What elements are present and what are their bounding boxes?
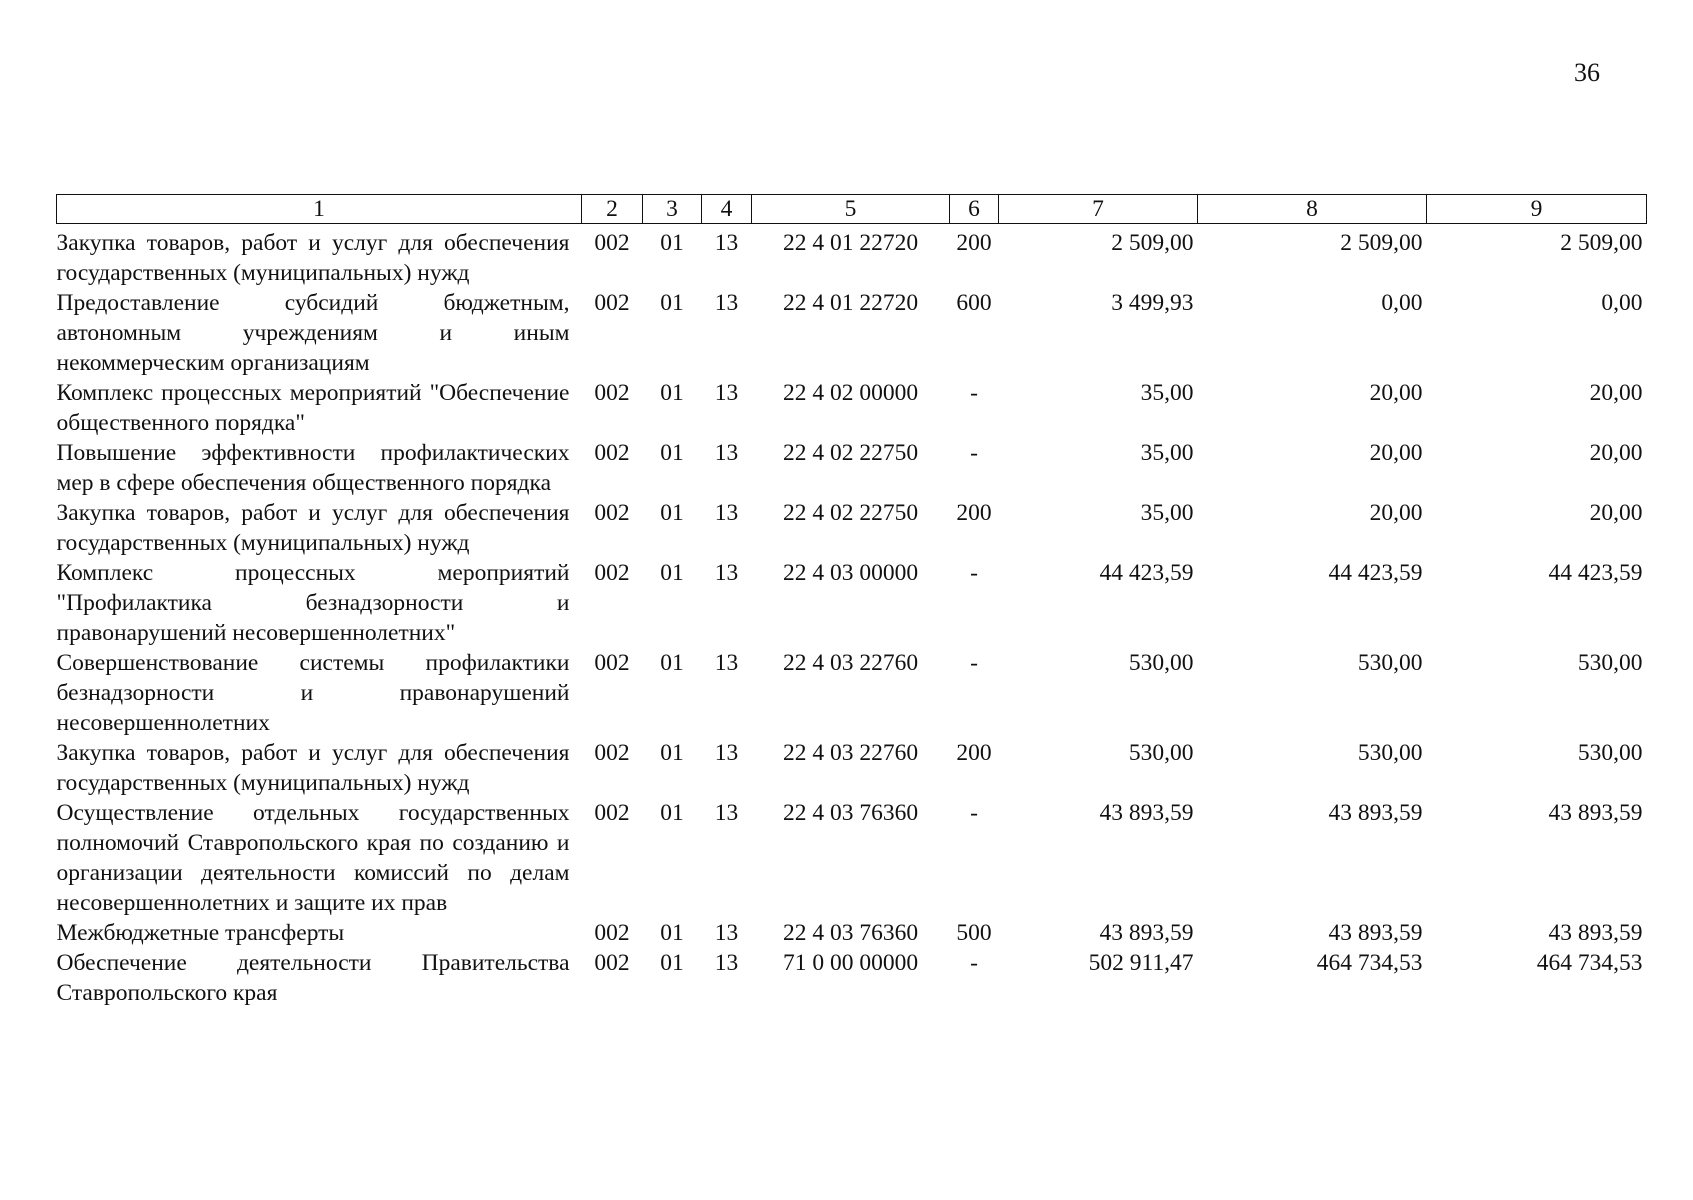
row-col-8: 464 734,53 [1316, 950, 1423, 976]
page-number: 36 [1574, 58, 1600, 87]
row-col-2: 002 [594, 230, 630, 256]
row-col-6: 500 [956, 920, 992, 946]
row-col-7: 35,00 [1140, 380, 1194, 406]
row-col-3: 01 [660, 440, 684, 466]
row-col-8: 530,00 [1357, 740, 1423, 766]
row-col-8: 20,00 [1369, 380, 1423, 406]
table-row [57, 798, 1647, 918]
row-col-3: 01 [660, 290, 684, 316]
row-col-4: 13 [714, 950, 739, 976]
row-name: Комплекс процессных мероприятий "Профилактика безнадзорности и правонарушений несовершеннолетних" [56, 560, 570, 646]
row-col-8: 20,00 [1369, 500, 1423, 526]
row-col-9: 530,00 [1577, 740, 1643, 766]
row-col-7: 35,00 [1140, 440, 1194, 466]
header-cell-7: 7 [999, 195, 1198, 224]
header-cell-4: 4 [702, 195, 752, 224]
row-col-2: 002 [594, 380, 630, 406]
row-name: Комплекс процессных мероприятий "Обеспечение общественного порядка" [56, 380, 570, 436]
row-col-4: 13 [714, 650, 739, 676]
row-col-4: 13 [714, 800, 739, 826]
row-col-2: 002 [594, 290, 630, 316]
row-col-5: 22 4 03 76360 [782, 920, 919, 946]
row-col-4: 13 [714, 290, 739, 316]
row-col-8: 44 423,59 [1328, 560, 1423, 586]
row-col-6: - [970, 650, 978, 676]
row-col-9: 43 893,59 [1548, 800, 1643, 826]
row-col-5: 22 4 02 00000 [782, 380, 919, 406]
header-cell-3: 3 [643, 195, 702, 224]
row-col-3: 01 [660, 560, 684, 586]
row-name: Закупка товаров, работ и услуг для обеспечения государственных (муниципальных) нужд [56, 500, 570, 556]
header-row [57, 195, 1647, 224]
row-col-7: 530,00 [1128, 650, 1194, 676]
row-col-2: 002 [594, 740, 630, 766]
row-col-6: 200 [956, 500, 992, 526]
row-name: Закупка товаров, работ и услуг для обеспечения государственных (муниципальных) нужд [56, 230, 570, 286]
row-col-2: 002 [594, 440, 630, 466]
row-col-9: 20,00 [1589, 500, 1643, 526]
row-col-7: 43 893,59 [1099, 800, 1194, 826]
row-col-8: 43 893,59 [1328, 800, 1423, 826]
table-row [57, 288, 1647, 378]
row-col-3: 01 [660, 380, 684, 406]
row-col-9: 2 509,00 [1560, 230, 1643, 256]
row-col-6: - [970, 560, 978, 586]
row-col-5: 22 4 03 76360 [782, 800, 919, 826]
table-header [57, 195, 1647, 224]
header-cell-1: 1 [57, 195, 582, 224]
row-name: Повышение эффективности профилактических мер в сфере обеспечения общественного порядка [56, 440, 570, 496]
table-row [57, 948, 1647, 1008]
table-row [57, 224, 1647, 289]
row-col-8: 0,00 [1381, 290, 1423, 316]
row-col-3: 01 [660, 230, 684, 256]
row-col-2: 002 [594, 920, 630, 946]
row-col-4: 13 [714, 740, 739, 766]
row-col-2: 002 [594, 950, 630, 976]
row-col-9: 43 893,59 [1548, 920, 1643, 946]
row-col-8: 20,00 [1369, 440, 1423, 466]
row-col-5: 22 4 01 22720 [782, 290, 919, 316]
row-col-5: 22 4 03 22760 [782, 740, 919, 766]
row-name: Предоставление субсидий бюджетным, автономным учреждениям и иным некоммерческим организациям [56, 290, 570, 376]
row-col-7: 530,00 [1128, 740, 1194, 766]
table-row [57, 918, 1647, 948]
row-name: Закупка товаров, работ и услуг для обеспечения государственных (муниципальных) нужд [56, 740, 570, 796]
row-col-8: 2 509,00 [1340, 230, 1423, 256]
row-col-4: 13 [714, 230, 739, 256]
row-col-7: 2 509,00 [1111, 230, 1194, 256]
row-col-2: 002 [594, 650, 630, 676]
row-col-6: - [970, 800, 978, 826]
row-name: Обеспечение деятельности Правительства Ставропольского края [56, 950, 570, 1006]
row-name: Межбюджетные трансферты [56, 920, 345, 946]
row-col-9: 530,00 [1577, 650, 1643, 676]
row-col-5: 22 4 03 00000 [782, 560, 919, 586]
budget-table [56, 194, 1647, 1008]
row-col-4: 13 [714, 440, 739, 466]
row-name: Осуществление отдельных государственных полномочий Ставропольского края по созданию и организации деятельности комиссий по делам несовершеннолетних и защите их прав [56, 800, 570, 916]
row-col-5: 22 4 03 22760 [782, 650, 919, 676]
header-cell-5: 5 [752, 195, 950, 224]
row-col-8: 530,00 [1357, 650, 1423, 676]
row-col-7: 35,00 [1140, 500, 1194, 526]
row-col-7: 3 499,93 [1111, 290, 1194, 316]
table-row [57, 558, 1647, 648]
row-col-8: 43 893,59 [1328, 920, 1423, 946]
row-name: Совершенствование системы профилактики безнадзорности и правонарушений несовершеннолетних [56, 650, 570, 736]
row-col-6: 200 [956, 740, 992, 766]
header-cell-6: 6 [950, 195, 999, 224]
row-col-6: 200 [956, 230, 992, 256]
table-row [57, 438, 1647, 498]
row-col-5: 22 4 02 22750 [782, 500, 919, 526]
row-col-7: 502 911,47 [1088, 950, 1194, 976]
row-col-3: 01 [660, 950, 684, 976]
row-col-9: 20,00 [1589, 440, 1643, 466]
row-col-5: 22 4 02 22750 [782, 440, 919, 466]
row-col-9: 464 734,53 [1536, 950, 1643, 976]
row-col-3: 01 [660, 740, 684, 766]
row-col-2: 002 [594, 800, 630, 826]
header-cell-2: 2 [582, 195, 643, 224]
header-cell-8: 8 [1198, 195, 1427, 224]
row-col-7: 44 423,59 [1099, 560, 1194, 586]
row-col-6: - [970, 440, 978, 466]
row-col-5: 71 0 00 00000 [782, 950, 919, 976]
table-row [57, 738, 1647, 798]
header-cell-9: 9 [1427, 195, 1647, 224]
row-col-9: 0,00 [1601, 290, 1643, 316]
row-col-6: - [970, 380, 978, 406]
table-row [57, 498, 1647, 558]
row-col-5: 22 4 01 22720 [782, 230, 919, 256]
table-row [57, 648, 1647, 738]
row-col-7: 43 893,59 [1099, 920, 1194, 946]
row-col-3: 01 [660, 650, 684, 676]
row-col-4: 13 [714, 380, 739, 406]
row-col-3: 01 [660, 920, 684, 946]
row-col-2: 002 [594, 500, 630, 526]
table-body [57, 224, 1647, 1009]
table-row [57, 378, 1647, 438]
row-col-4: 13 [714, 560, 739, 586]
row-col-2: 002 [594, 560, 630, 586]
row-col-4: 13 [714, 500, 739, 526]
row-col-9: 44 423,59 [1548, 560, 1643, 586]
row-col-3: 01 [660, 800, 684, 826]
row-col-6: 600 [956, 290, 992, 316]
row-col-6: - [970, 950, 978, 976]
row-col-9: 20,00 [1589, 380, 1643, 406]
row-col-3: 01 [660, 500, 684, 526]
row-col-4: 13 [714, 920, 739, 946]
